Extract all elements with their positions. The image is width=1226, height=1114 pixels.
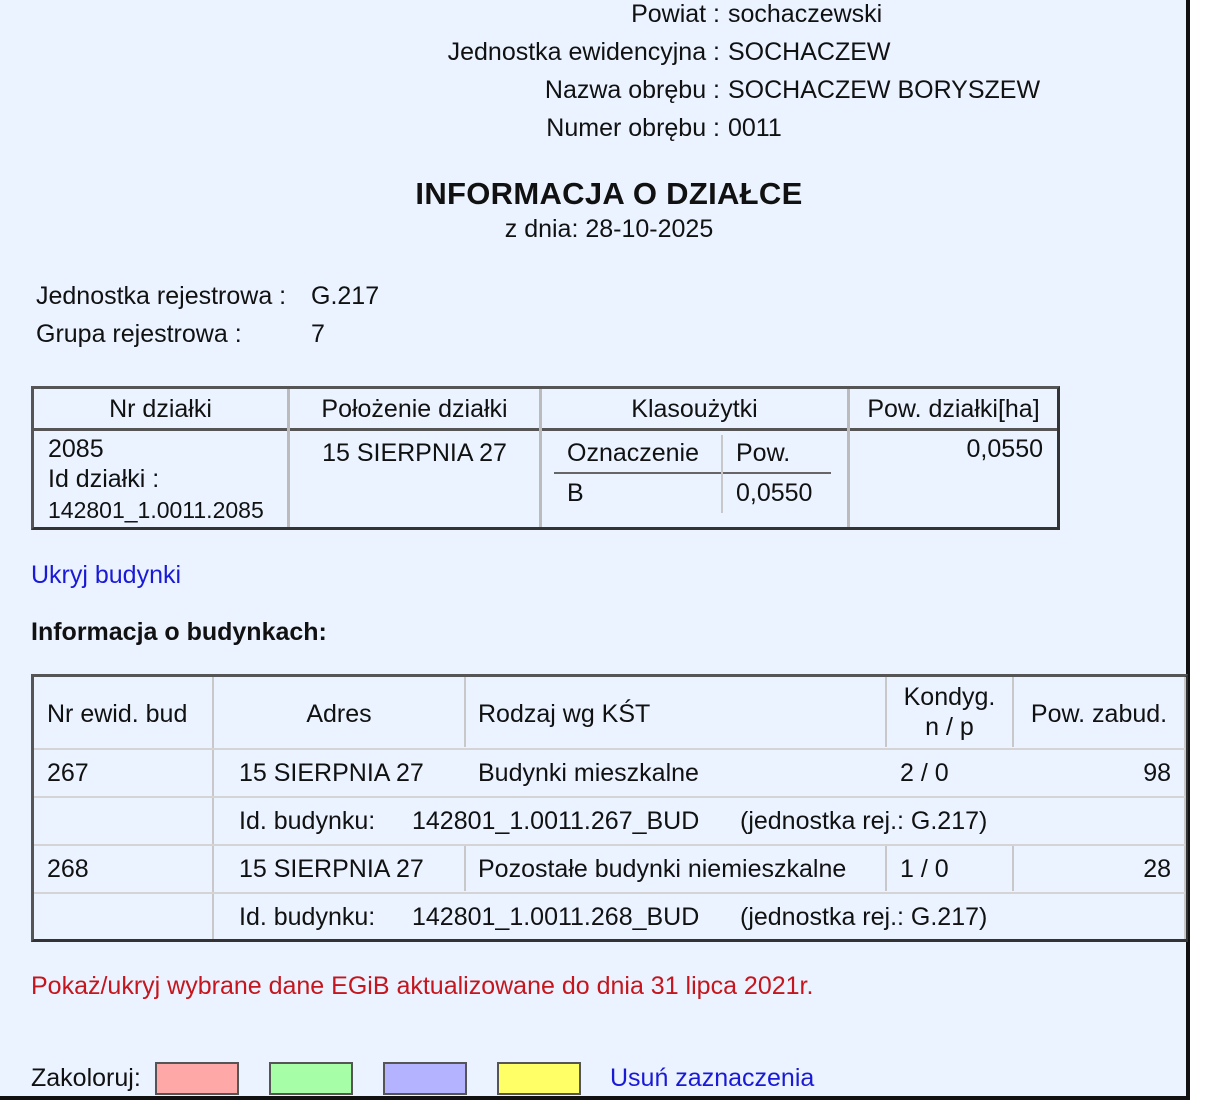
building-nr: 267 bbox=[47, 759, 89, 787]
buildings-table bbox=[31, 674, 1188, 942]
header-row-obreb-name bbox=[0, 76, 1190, 112]
colorize-label: Zakoloruj: bbox=[31, 1064, 141, 1092]
building-id-label: Id. budynku: bbox=[239, 903, 376, 931]
building-id-label: Id. budynku: bbox=[239, 807, 376, 835]
header-label: Jednostka ewidencyjna : bbox=[447, 38, 720, 66]
land-use-header-area: Pow. bbox=[736, 439, 791, 467]
parcel-location: 15 SIERPNIA 27 bbox=[322, 439, 507, 467]
register-group-label: Grupa rejestrowa : bbox=[36, 320, 242, 348]
parcel-table bbox=[31, 386, 1060, 530]
building-area: 98 bbox=[1143, 759, 1171, 787]
document-date: z dnia: 28-10-2025 bbox=[504, 215, 714, 243]
header-label: Numer obrębu : bbox=[546, 114, 720, 142]
page-title: INFORMACJA O DZIAŁCE bbox=[415, 176, 803, 211]
buildings-heading: Informacja o budynkach: bbox=[31, 618, 327, 646]
building-floors: 1 / 0 bbox=[900, 855, 949, 883]
hide-buildings-link[interactable]: Ukryj budynki bbox=[31, 561, 182, 589]
buildings-header-floors-sub: n / p bbox=[925, 713, 974, 741]
parcel-id-label: Id działki : bbox=[48, 465, 160, 493]
header-row-jednostka bbox=[0, 38, 1190, 74]
building-address: 15 SIERPNIA 27 bbox=[239, 759, 424, 787]
parcel-header-land-use: Klasoużytki bbox=[631, 395, 758, 423]
building-kind: Pozostałe budynki niemieszkalne bbox=[478, 855, 847, 883]
buildings-header-area: Pow. zabud. bbox=[1030, 700, 1168, 728]
clear-marks-link[interactable]: Usuń zaznaczenia bbox=[610, 1064, 815, 1092]
header-row-obreb-number bbox=[0, 114, 1190, 150]
register-unit-label: Jednostka rejestrowa : bbox=[36, 282, 287, 310]
register-unit-value: G.217 bbox=[311, 282, 380, 310]
building-register-unit: (jednostka rej.: G.217) bbox=[740, 903, 988, 931]
buildings-row-divider bbox=[34, 844, 1185, 846]
buildings-col-divider bbox=[464, 677, 466, 747]
parcel-nr: 2085 bbox=[48, 435, 104, 463]
parcel-id-value: 142801_1.0011.2085 bbox=[48, 497, 264, 523]
header-value: sochaczewski bbox=[728, 0, 883, 28]
building-register-unit: (jednostka rej.: G.217) bbox=[740, 807, 988, 835]
buildings-row-divider bbox=[34, 796, 1185, 798]
header-value: SOCHACZEW BORYSZEW bbox=[728, 76, 1041, 104]
buildings-header-address: Adres bbox=[306, 700, 372, 728]
header-value: 0011 bbox=[728, 114, 782, 142]
parcel-header-divider bbox=[34, 428, 1057, 431]
header-row-powiat bbox=[0, 0, 1190, 36]
land-use-col-divider bbox=[721, 435, 723, 513]
building-floors: 2 / 0 bbox=[900, 759, 949, 787]
land-use-mark: B bbox=[567, 479, 584, 507]
buildings-col-divider bbox=[1184, 677, 1186, 939]
building-id-value: 142801_1.0011.267_BUD bbox=[412, 807, 700, 835]
land-use-divider bbox=[554, 472, 831, 474]
building-address: 15 SIERPNIA 27 bbox=[239, 855, 424, 883]
buildings-row-divider bbox=[34, 892, 1185, 894]
header-label: Nazwa obrębu : bbox=[544, 76, 720, 104]
register-group-value: 7 bbox=[311, 320, 325, 348]
buildings-col-divider bbox=[464, 845, 466, 891]
building-area: 28 bbox=[1143, 855, 1171, 883]
color-swatch-green[interactable] bbox=[269, 1062, 353, 1095]
parcel-col-divider bbox=[539, 389, 542, 527]
parcel-header-area: Pow. działki[ha] bbox=[867, 395, 1040, 423]
buildings-row-divider bbox=[34, 748, 1185, 750]
color-swatch-yellow[interactable] bbox=[497, 1062, 581, 1095]
buildings-header-floors: Kondyg. bbox=[903, 683, 996, 711]
building-nr: 268 bbox=[47, 855, 89, 883]
building-id-value: 142801_1.0011.268_BUD bbox=[412, 903, 700, 931]
building-kind: Budynki mieszkalne bbox=[478, 759, 699, 787]
land-use-header-mark: Oznaczenie bbox=[567, 439, 700, 467]
color-swatch-blue[interactable] bbox=[383, 1062, 467, 1095]
parcel-header-location: Położenie działki bbox=[321, 395, 508, 423]
parcel-area: 0,0550 bbox=[966, 435, 1043, 463]
buildings-header-kind: Rodzaj wg KŚT bbox=[478, 700, 651, 728]
parcel-header-nr: Nr działki bbox=[109, 395, 212, 423]
buildings-header-nr: Nr ewid. bud bbox=[47, 700, 188, 728]
header-label: Powiat : bbox=[631, 0, 720, 28]
buildings-col-divider bbox=[885, 845, 887, 891]
egib-toggle-link[interactable]: Pokaż/ukryj wybrane dane EGiB aktualizowane do dnia 31 lipca 2021r. bbox=[31, 972, 814, 1000]
header-value: SOCHACZEW bbox=[728, 38, 891, 66]
land-use-area: 0,0550 bbox=[736, 479, 813, 507]
color-swatch-red[interactable] bbox=[155, 1062, 239, 1095]
